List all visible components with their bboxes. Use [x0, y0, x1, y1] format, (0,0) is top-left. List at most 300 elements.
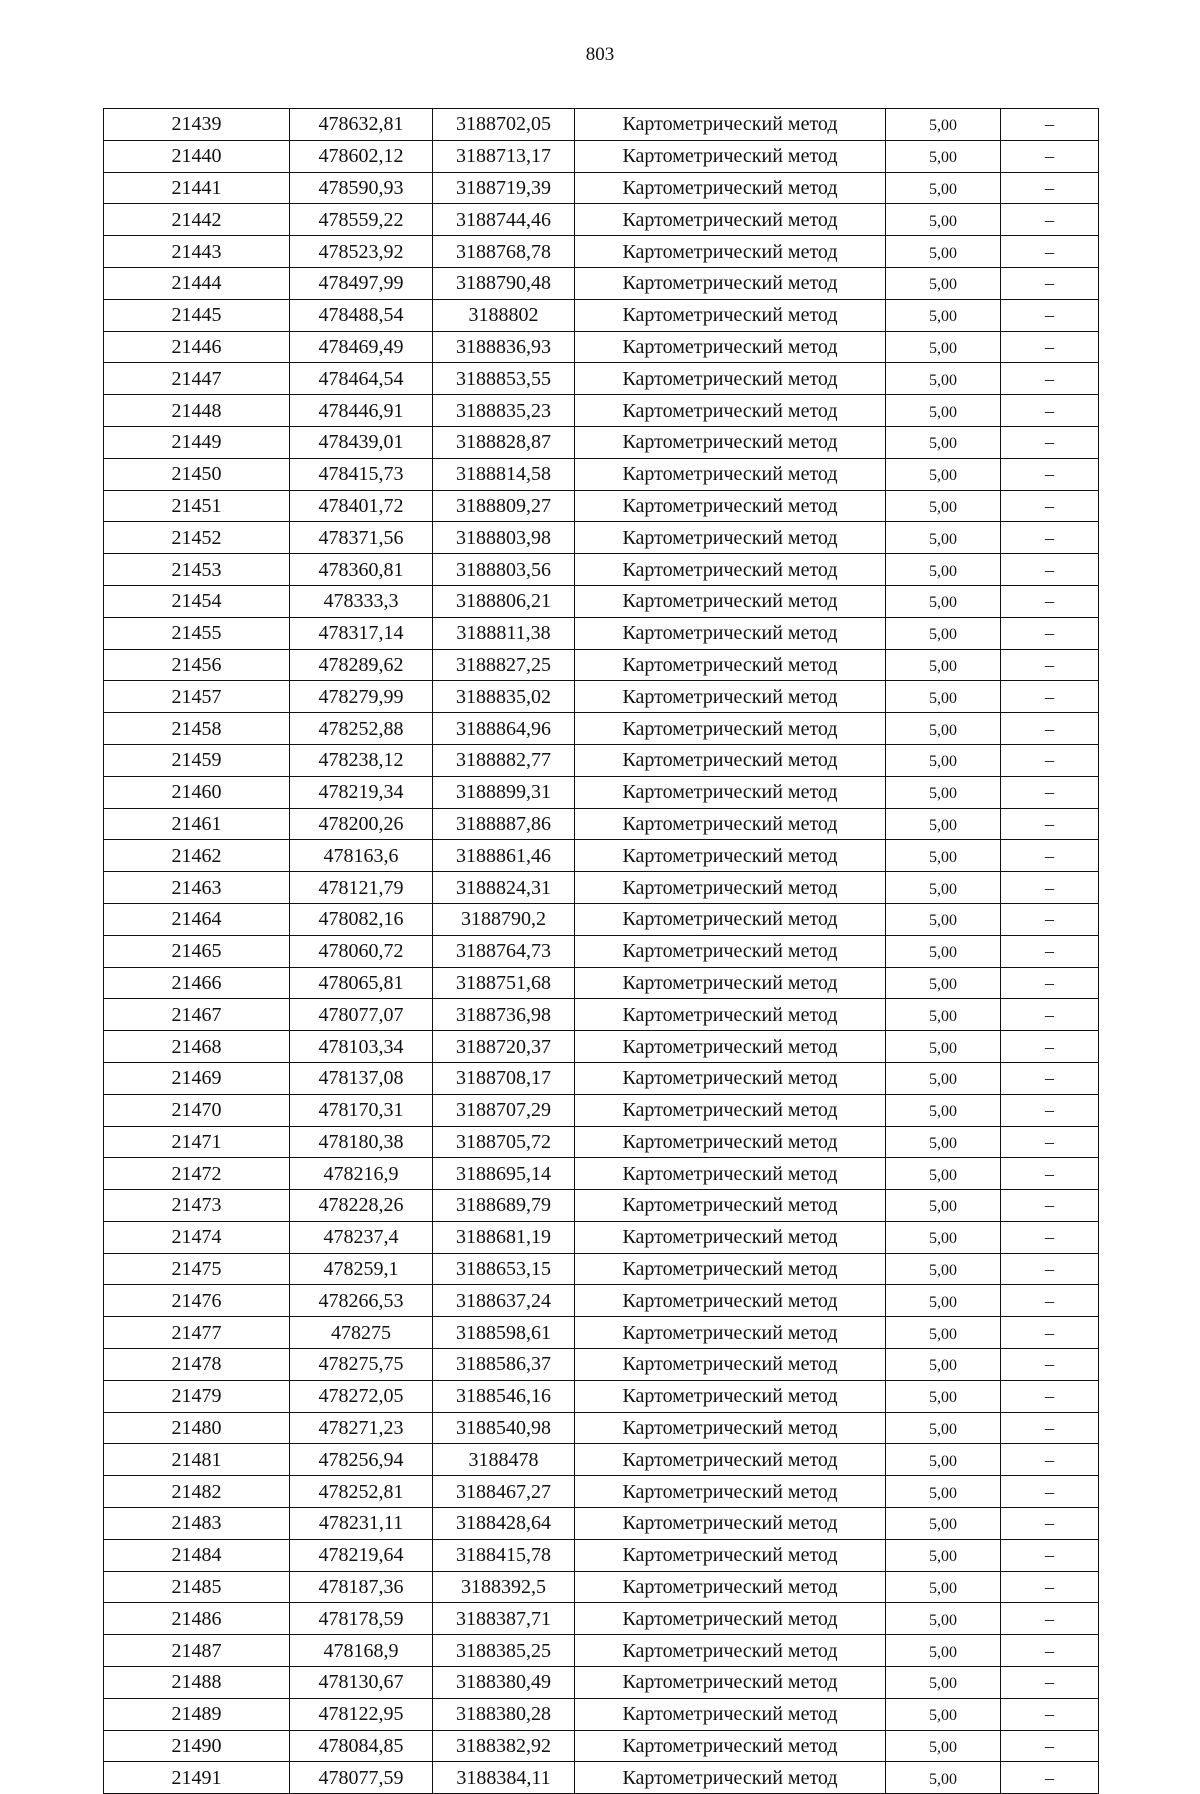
x-coordinate-cell: 478259,1	[290, 1253, 433, 1285]
method-cell: Картометрический метод	[575, 808, 886, 840]
point-number-cell: 21458	[104, 713, 290, 745]
method-cell: Картометрический метод	[575, 554, 886, 586]
point-number-cell: 21461	[104, 808, 290, 840]
method-cell: Картометрический метод	[575, 1635, 886, 1667]
accuracy-cell: 5,00	[886, 585, 1001, 617]
accuracy-cell: 5,00	[886, 1603, 1001, 1635]
method-cell: Картометрический метод	[575, 204, 886, 236]
y-coordinate-cell: 3188708,17	[433, 1062, 575, 1094]
y-coordinate-cell: 3188380,28	[433, 1698, 575, 1730]
table-row	[104, 1031, 1099, 1063]
method-cell: Картометрический метод	[575, 999, 886, 1031]
note-cell: –	[1001, 744, 1099, 776]
x-coordinate-cell: 478523,92	[290, 236, 433, 268]
method-cell: Картометрический метод	[575, 967, 886, 999]
accuracy-cell: 5,00	[886, 1698, 1001, 1730]
y-coordinate-cell: 3188790,2	[433, 903, 575, 935]
note-cell: –	[1001, 1539, 1099, 1571]
table-row	[104, 1158, 1099, 1190]
point-number-cell: 21441	[104, 172, 290, 204]
point-number-cell: 21440	[104, 140, 290, 172]
y-coordinate-cell: 3188836,93	[433, 331, 575, 363]
table-row	[104, 1062, 1099, 1094]
note-cell: –	[1001, 1603, 1099, 1635]
y-coordinate-cell: 3188744,46	[433, 204, 575, 236]
method-cell: Картометрический метод	[575, 1317, 886, 1349]
x-coordinate-cell: 478060,72	[290, 935, 433, 967]
point-number-cell: 21470	[104, 1094, 290, 1126]
method-cell: Картометрический метод	[575, 681, 886, 713]
table-row	[104, 1571, 1099, 1603]
y-coordinate-cell: 3188689,79	[433, 1190, 575, 1222]
accuracy-cell: 5,00	[886, 935, 1001, 967]
method-cell: Картометрический метод	[575, 1539, 886, 1571]
point-number-cell: 21453	[104, 554, 290, 586]
method-cell: Картометрический метод	[575, 522, 886, 554]
accuracy-cell: 5,00	[886, 808, 1001, 840]
x-coordinate-cell: 478168,9	[290, 1635, 433, 1667]
table-row	[104, 1539, 1099, 1571]
y-coordinate-cell: 3188802	[433, 299, 575, 331]
y-coordinate-cell: 3188478	[433, 1444, 575, 1476]
y-coordinate-cell: 3188387,71	[433, 1603, 575, 1635]
method-cell: Картометрический метод	[575, 1412, 886, 1444]
method-cell: Картометрический метод	[575, 140, 886, 172]
accuracy-cell: 5,00	[886, 1508, 1001, 1540]
method-cell: Картометрический метод	[575, 1444, 886, 1476]
x-coordinate-cell: 478219,64	[290, 1539, 433, 1571]
accuracy-cell: 5,00	[886, 681, 1001, 713]
x-coordinate-cell: 478121,79	[290, 872, 433, 904]
y-coordinate-cell: 3188828,87	[433, 426, 575, 458]
method-cell: Картометрический метод	[575, 776, 886, 808]
y-coordinate-cell: 3188864,96	[433, 713, 575, 745]
method-cell: Картометрический метод	[575, 490, 886, 522]
y-coordinate-cell: 3188384,11	[433, 1762, 575, 1794]
point-number-cell: 21491	[104, 1762, 290, 1794]
accuracy-cell: 5,00	[886, 267, 1001, 299]
x-coordinate-cell: 478200,26	[290, 808, 433, 840]
accuracy-cell: 5,00	[886, 204, 1001, 236]
accuracy-cell: 5,00	[886, 1730, 1001, 1762]
x-coordinate-cell: 478317,14	[290, 617, 433, 649]
note-cell: –	[1001, 1698, 1099, 1730]
accuracy-cell: 5,00	[886, 1221, 1001, 1253]
point-number-cell: 21464	[104, 903, 290, 935]
method-cell: Картометрический метод	[575, 1094, 886, 1126]
x-coordinate-cell: 478439,01	[290, 426, 433, 458]
table-row	[104, 776, 1099, 808]
table-row	[104, 1698, 1099, 1730]
point-number-cell: 21483	[104, 1508, 290, 1540]
method-cell: Картометрический метод	[575, 1190, 886, 1222]
x-coordinate-cell: 478469,49	[290, 331, 433, 363]
point-number-cell: 21485	[104, 1571, 290, 1603]
x-coordinate-cell: 478497,99	[290, 267, 433, 299]
table-row	[104, 331, 1099, 363]
method-cell: Картометрический метод	[575, 649, 886, 681]
table-row	[104, 649, 1099, 681]
x-coordinate-cell: 478271,23	[290, 1412, 433, 1444]
method-cell: Картометрический метод	[575, 840, 886, 872]
point-number-cell: 21484	[104, 1539, 290, 1571]
accuracy-cell: 5,00	[886, 1062, 1001, 1094]
y-coordinate-cell: 3188853,55	[433, 363, 575, 395]
y-coordinate-cell: 3188764,73	[433, 935, 575, 967]
accuracy-cell: 5,00	[886, 617, 1001, 649]
note-cell: –	[1001, 649, 1099, 681]
accuracy-cell: 5,00	[886, 1380, 1001, 1412]
x-coordinate-cell: 478371,56	[290, 522, 433, 554]
note-cell: –	[1001, 363, 1099, 395]
y-coordinate-cell: 3188382,92	[433, 1730, 575, 1762]
x-coordinate-cell: 478130,67	[290, 1667, 433, 1699]
table-row	[104, 554, 1099, 586]
y-coordinate-cell: 3188806,21	[433, 585, 575, 617]
method-cell: Картометрический метод	[575, 1508, 886, 1540]
method-cell: Картометрический метод	[575, 331, 886, 363]
x-coordinate-cell: 478180,38	[290, 1126, 433, 1158]
point-number-cell: 21482	[104, 1476, 290, 1508]
table-row	[104, 109, 1099, 141]
note-cell: –	[1001, 458, 1099, 490]
x-coordinate-cell: 478559,22	[290, 204, 433, 236]
y-coordinate-cell: 3188385,25	[433, 1635, 575, 1667]
point-number-cell: 21486	[104, 1603, 290, 1635]
table-row	[104, 426, 1099, 458]
accuracy-cell: 5,00	[886, 299, 1001, 331]
note-cell: –	[1001, 395, 1099, 427]
note-cell: –	[1001, 840, 1099, 872]
table-body	[104, 109, 1099, 1794]
method-cell: Картометрический метод	[575, 1285, 886, 1317]
note-cell: –	[1001, 617, 1099, 649]
accuracy-cell: 5,00	[886, 1762, 1001, 1794]
point-number-cell: 21489	[104, 1698, 290, 1730]
method-cell: Картометрический метод	[575, 267, 886, 299]
method-cell: Картометрический метод	[575, 1380, 886, 1412]
y-coordinate-cell: 3188598,61	[433, 1317, 575, 1349]
x-coordinate-cell: 478279,99	[290, 681, 433, 713]
x-coordinate-cell: 478219,34	[290, 776, 433, 808]
x-coordinate-cell: 478289,62	[290, 649, 433, 681]
note-cell: –	[1001, 1062, 1099, 1094]
table-row	[104, 490, 1099, 522]
point-number-cell: 21479	[104, 1380, 290, 1412]
accuracy-cell: 5,00	[886, 1539, 1001, 1571]
point-number-cell: 21473	[104, 1190, 290, 1222]
note-cell: –	[1001, 1667, 1099, 1699]
note-cell: –	[1001, 1221, 1099, 1253]
x-coordinate-cell: 478077,07	[290, 999, 433, 1031]
note-cell: –	[1001, 1730, 1099, 1762]
point-number-cell: 21451	[104, 490, 290, 522]
table-row	[104, 1762, 1099, 1794]
y-coordinate-cell: 3188467,27	[433, 1476, 575, 1508]
method-cell: Картометрический метод	[575, 1253, 886, 1285]
method-cell: Картометрический метод	[575, 872, 886, 904]
y-coordinate-cell: 3188827,25	[433, 649, 575, 681]
note-cell: –	[1001, 1031, 1099, 1063]
table-row	[104, 1380, 1099, 1412]
accuracy-cell: 5,00	[886, 872, 1001, 904]
note-cell: –	[1001, 1571, 1099, 1603]
note-cell: –	[1001, 1412, 1099, 1444]
point-number-cell: 21463	[104, 872, 290, 904]
x-coordinate-cell: 478275,75	[290, 1349, 433, 1381]
note-cell: –	[1001, 872, 1099, 904]
y-coordinate-cell: 3188824,31	[433, 872, 575, 904]
table-row	[104, 1635, 1099, 1667]
method-cell: Картометрический метод	[575, 236, 886, 268]
note-cell: –	[1001, 1762, 1099, 1794]
method-cell: Картометрический метод	[575, 935, 886, 967]
accuracy-cell: 5,00	[886, 1190, 1001, 1222]
y-coordinate-cell: 3188695,14	[433, 1158, 575, 1190]
note-cell: –	[1001, 1285, 1099, 1317]
method-cell: Картометрический метод	[575, 395, 886, 427]
point-number-cell: 21476	[104, 1285, 290, 1317]
note-cell: –	[1001, 1190, 1099, 1222]
point-number-cell: 21477	[104, 1317, 290, 1349]
y-coordinate-cell: 3188540,98	[433, 1412, 575, 1444]
point-number-cell: 21467	[104, 999, 290, 1031]
point-number-cell: 21446	[104, 331, 290, 363]
accuracy-cell: 5,00	[886, 1667, 1001, 1699]
table-row	[104, 808, 1099, 840]
point-number-cell: 21469	[104, 1062, 290, 1094]
method-cell: Картометрический метод	[575, 1476, 886, 1508]
accuracy-cell: 5,00	[886, 840, 1001, 872]
y-coordinate-cell: 3188681,19	[433, 1221, 575, 1253]
y-coordinate-cell: 3188835,23	[433, 395, 575, 427]
x-coordinate-cell: 478333,3	[290, 585, 433, 617]
accuracy-cell: 5,00	[886, 331, 1001, 363]
table-row	[104, 1730, 1099, 1762]
x-coordinate-cell: 478602,12	[290, 140, 433, 172]
note-cell: –	[1001, 1444, 1099, 1476]
method-cell: Картометрический метод	[575, 1062, 886, 1094]
x-coordinate-cell: 478401,72	[290, 490, 433, 522]
x-coordinate-cell: 478082,16	[290, 903, 433, 935]
note-cell: –	[1001, 681, 1099, 713]
x-coordinate-cell: 478590,93	[290, 172, 433, 204]
accuracy-cell: 5,00	[886, 1253, 1001, 1285]
x-coordinate-cell: 478237,4	[290, 1221, 433, 1253]
method-cell: Картометрический метод	[575, 1698, 886, 1730]
y-coordinate-cell: 3188637,24	[433, 1285, 575, 1317]
method-cell: Картометрический метод	[575, 744, 886, 776]
point-number-cell: 21475	[104, 1253, 290, 1285]
table-row	[104, 967, 1099, 999]
accuracy-cell: 5,00	[886, 903, 1001, 935]
x-coordinate-cell: 478122,95	[290, 1698, 433, 1730]
method-cell: Картометрический метод	[575, 1667, 886, 1699]
note-cell: –	[1001, 1126, 1099, 1158]
accuracy-cell: 5,00	[886, 713, 1001, 745]
table-row	[104, 267, 1099, 299]
point-number-cell: 21490	[104, 1730, 290, 1762]
accuracy-cell: 5,00	[886, 458, 1001, 490]
method-cell: Картометрический метод	[575, 426, 886, 458]
note-cell: –	[1001, 903, 1099, 935]
table-row	[104, 713, 1099, 745]
method-cell: Картометрический метод	[575, 1349, 886, 1381]
accuracy-cell: 5,00	[886, 1444, 1001, 1476]
method-cell: Картометрический метод	[575, 1031, 886, 1063]
y-coordinate-cell: 3188882,77	[433, 744, 575, 776]
point-number-cell: 21454	[104, 585, 290, 617]
note-cell: –	[1001, 522, 1099, 554]
note-cell: –	[1001, 1476, 1099, 1508]
method-cell: Картометрический метод	[575, 1730, 886, 1762]
point-number-cell: 21488	[104, 1667, 290, 1699]
y-coordinate-cell: 3188803,56	[433, 554, 575, 586]
point-number-cell: 21459	[104, 744, 290, 776]
x-coordinate-cell: 478272,05	[290, 1380, 433, 1412]
note-cell: –	[1001, 1317, 1099, 1349]
table-row	[104, 1444, 1099, 1476]
x-coordinate-cell: 478238,12	[290, 744, 433, 776]
table-row	[104, 1285, 1099, 1317]
method-cell: Картометрический метод	[575, 1126, 886, 1158]
point-number-cell: 21444	[104, 267, 290, 299]
y-coordinate-cell: 3188790,48	[433, 267, 575, 299]
accuracy-cell: 5,00	[886, 522, 1001, 554]
note-cell: –	[1001, 172, 1099, 204]
table-row	[104, 172, 1099, 204]
table-row	[104, 1190, 1099, 1222]
note-cell: –	[1001, 490, 1099, 522]
x-coordinate-cell: 478464,54	[290, 363, 433, 395]
table-row	[104, 363, 1099, 395]
note-cell: –	[1001, 426, 1099, 458]
y-coordinate-cell: 3188546,16	[433, 1380, 575, 1412]
table-row	[104, 1603, 1099, 1635]
point-number-cell: 21472	[104, 1158, 290, 1190]
method-cell: Картометрический метод	[575, 299, 886, 331]
y-coordinate-cell: 3188861,46	[433, 840, 575, 872]
note-cell: –	[1001, 236, 1099, 268]
table-row	[104, 744, 1099, 776]
method-cell: Картометрический метод	[575, 172, 886, 204]
x-coordinate-cell: 478077,59	[290, 1762, 433, 1794]
accuracy-cell: 5,00	[886, 1031, 1001, 1063]
method-cell: Картометрический метод	[575, 363, 886, 395]
x-coordinate-cell: 478137,08	[290, 1062, 433, 1094]
point-number-cell: 21474	[104, 1221, 290, 1253]
table-row	[104, 140, 1099, 172]
y-coordinate-cell: 3188751,68	[433, 967, 575, 999]
point-number-cell: 21452	[104, 522, 290, 554]
y-coordinate-cell: 3188705,72	[433, 1126, 575, 1158]
table-row	[104, 1508, 1099, 1540]
y-coordinate-cell: 3188899,31	[433, 776, 575, 808]
accuracy-cell: 5,00	[886, 776, 1001, 808]
note-cell: –	[1001, 1158, 1099, 1190]
note-cell: –	[1001, 776, 1099, 808]
table-row	[104, 617, 1099, 649]
accuracy-cell: 5,00	[886, 1635, 1001, 1667]
x-coordinate-cell: 478256,94	[290, 1444, 433, 1476]
accuracy-cell: 5,00	[886, 1285, 1001, 1317]
x-coordinate-cell: 478446,91	[290, 395, 433, 427]
accuracy-cell: 5,00	[886, 172, 1001, 204]
table-row	[104, 840, 1099, 872]
point-number-cell: 21456	[104, 649, 290, 681]
x-coordinate-cell: 478170,31	[290, 1094, 433, 1126]
y-coordinate-cell: 3188415,78	[433, 1539, 575, 1571]
accuracy-cell: 5,00	[886, 1317, 1001, 1349]
point-number-cell: 21480	[104, 1412, 290, 1444]
accuracy-cell: 5,00	[886, 649, 1001, 681]
x-coordinate-cell: 478266,53	[290, 1285, 433, 1317]
method-cell: Картометрический метод	[575, 109, 886, 141]
method-cell: Картометрический метод	[575, 1158, 886, 1190]
x-coordinate-cell: 478252,81	[290, 1476, 433, 1508]
point-number-cell: 21447	[104, 363, 290, 395]
y-coordinate-cell: 3188811,38	[433, 617, 575, 649]
y-coordinate-cell: 3188380,49	[433, 1667, 575, 1699]
x-coordinate-cell: 478415,73	[290, 458, 433, 490]
x-coordinate-cell: 478084,85	[290, 1730, 433, 1762]
method-cell: Картометрический метод	[575, 585, 886, 617]
y-coordinate-cell: 3188719,39	[433, 172, 575, 204]
x-coordinate-cell: 478275	[290, 1317, 433, 1349]
accuracy-cell: 5,00	[886, 1412, 1001, 1444]
y-coordinate-cell: 3188713,17	[433, 140, 575, 172]
method-cell: Картометрический метод	[575, 1762, 886, 1794]
x-coordinate-cell: 478228,26	[290, 1190, 433, 1222]
x-coordinate-cell: 478216,9	[290, 1158, 433, 1190]
method-cell: Картометрический метод	[575, 1221, 886, 1253]
accuracy-cell: 5,00	[886, 490, 1001, 522]
x-coordinate-cell: 478178,59	[290, 1603, 433, 1635]
note-cell: –	[1001, 808, 1099, 840]
accuracy-cell: 5,00	[886, 1094, 1001, 1126]
accuracy-cell: 5,00	[886, 1571, 1001, 1603]
note-cell: –	[1001, 331, 1099, 363]
accuracy-cell: 5,00	[886, 236, 1001, 268]
table-row	[104, 204, 1099, 236]
table-row	[104, 935, 1099, 967]
note-cell: –	[1001, 140, 1099, 172]
note-cell: –	[1001, 935, 1099, 967]
note-cell: –	[1001, 967, 1099, 999]
point-number-cell: 21471	[104, 1126, 290, 1158]
point-number-cell: 21487	[104, 1635, 290, 1667]
method-cell: Картометрический метод	[575, 1571, 886, 1603]
point-number-cell: 21448	[104, 395, 290, 427]
x-coordinate-cell: 478163,6	[290, 840, 433, 872]
x-coordinate-cell: 478187,36	[290, 1571, 433, 1603]
y-coordinate-cell: 3188809,27	[433, 490, 575, 522]
note-cell: –	[1001, 999, 1099, 1031]
table-row	[104, 903, 1099, 935]
note-cell: –	[1001, 299, 1099, 331]
point-number-cell: 21443	[104, 236, 290, 268]
y-coordinate-cell: 3188720,37	[433, 1031, 575, 1063]
y-coordinate-cell: 3188814,58	[433, 458, 575, 490]
table-row	[104, 1126, 1099, 1158]
table-row	[104, 999, 1099, 1031]
accuracy-cell: 5,00	[886, 363, 1001, 395]
accuracy-cell: 5,00	[886, 999, 1001, 1031]
x-coordinate-cell: 478065,81	[290, 967, 433, 999]
table-row	[104, 872, 1099, 904]
accuracy-cell: 5,00	[886, 426, 1001, 458]
x-coordinate-cell: 478103,34	[290, 1031, 433, 1063]
